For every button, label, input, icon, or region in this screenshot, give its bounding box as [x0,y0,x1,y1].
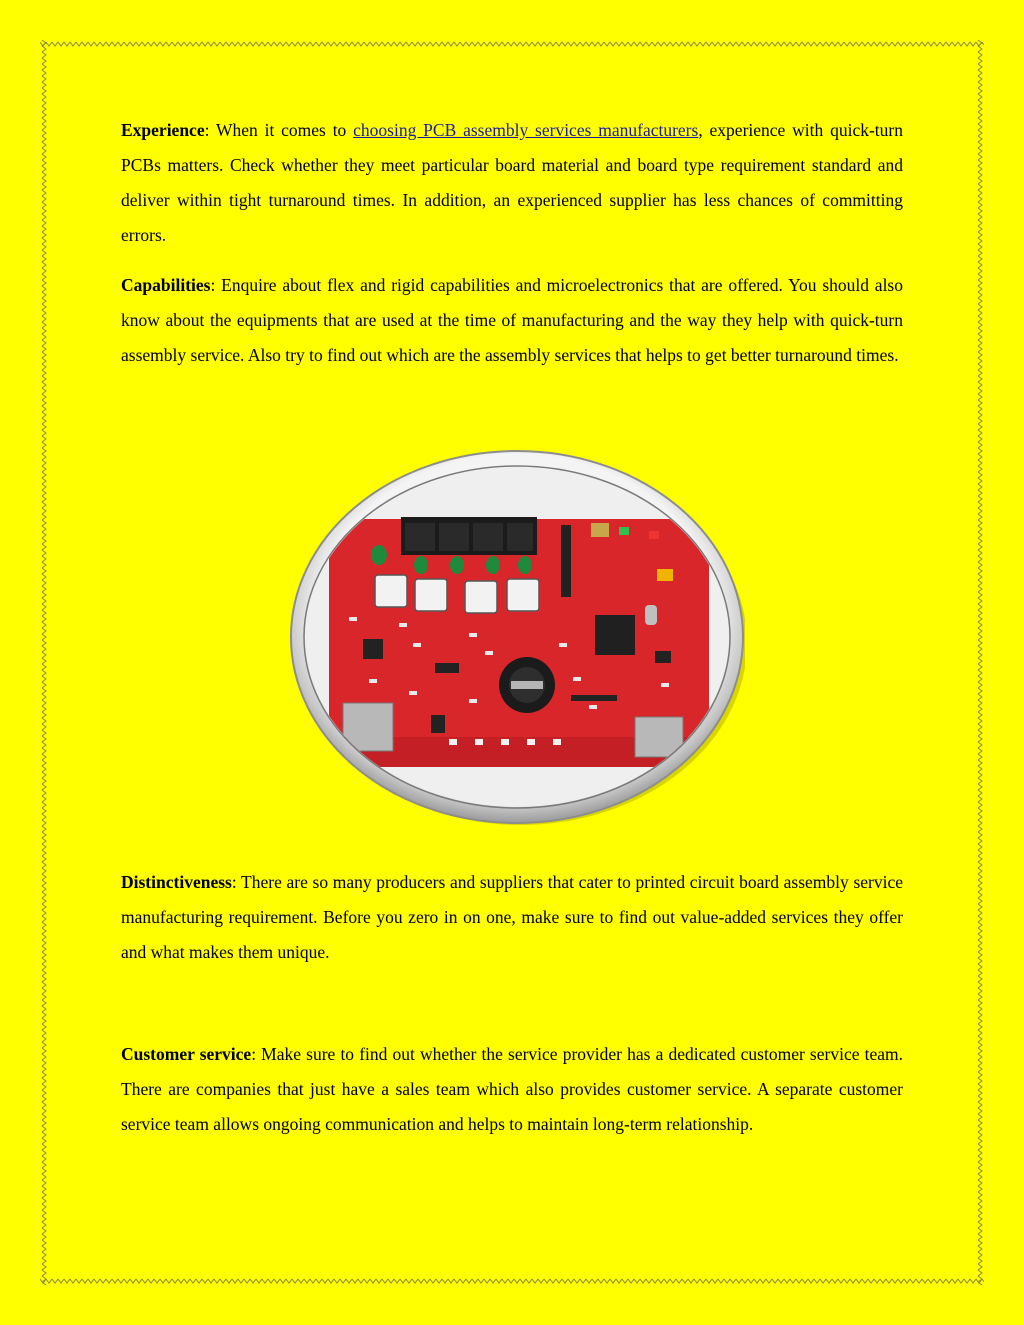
experience-lead: : When it comes to [204,120,354,140]
paragraph-capabilities [121,268,903,373]
body-content [121,113,903,373]
border-right [976,40,984,1285]
border-top [40,40,984,48]
customer-service-text: : Make sure to find out whether the service provider has a dedicated customer service team. There are companies that just have a sales team which also provides customer service. A separate customer service team allows ongoing communication and helps to maintain long-term relationship. [121,1044,904,1134]
term-customer-service: Customer service [121,1044,252,1064]
border-left [40,40,48,1285]
paragraph-customer-service [121,1037,903,1142]
paragraph-distinctiveness [121,865,903,970]
distinctiveness-text: : There are so many producers and suppliers that cater to printed circuit board assembly service manufacturing requirement. Before you zero in on one, make sure to find out value-added services they offer and what makes them unique. [121,872,903,962]
capabilities-text: : Enquire about flex and rigid capabilities and microelectronics that are offered. You should also know about the equipments that are used at the time of manufacturing and the way they help with quick-turn assembly service. Also try to find out which are the assembly services that helps to get better turnaround times. [121,275,903,365]
pcb-manufacturers-link[interactable]: choosing PCB assembly services manufacturers [353,120,699,140]
border-bottom [40,1277,984,1285]
pcb-board-image [289,447,745,827]
paragraph-experience [121,113,903,253]
term-capabilities: Capabilities [121,275,211,295]
term-distinctiveness: Distinctiveness [121,872,232,892]
experience-text: , experience with quick-turn PCBs matters. Check whether they meet particular board material and board type requirement standard and deliver within tight turnaround times. In addition, an experienced supplier has less chances of committing errors. [121,120,903,245]
term-experience: Experience [121,120,205,140]
